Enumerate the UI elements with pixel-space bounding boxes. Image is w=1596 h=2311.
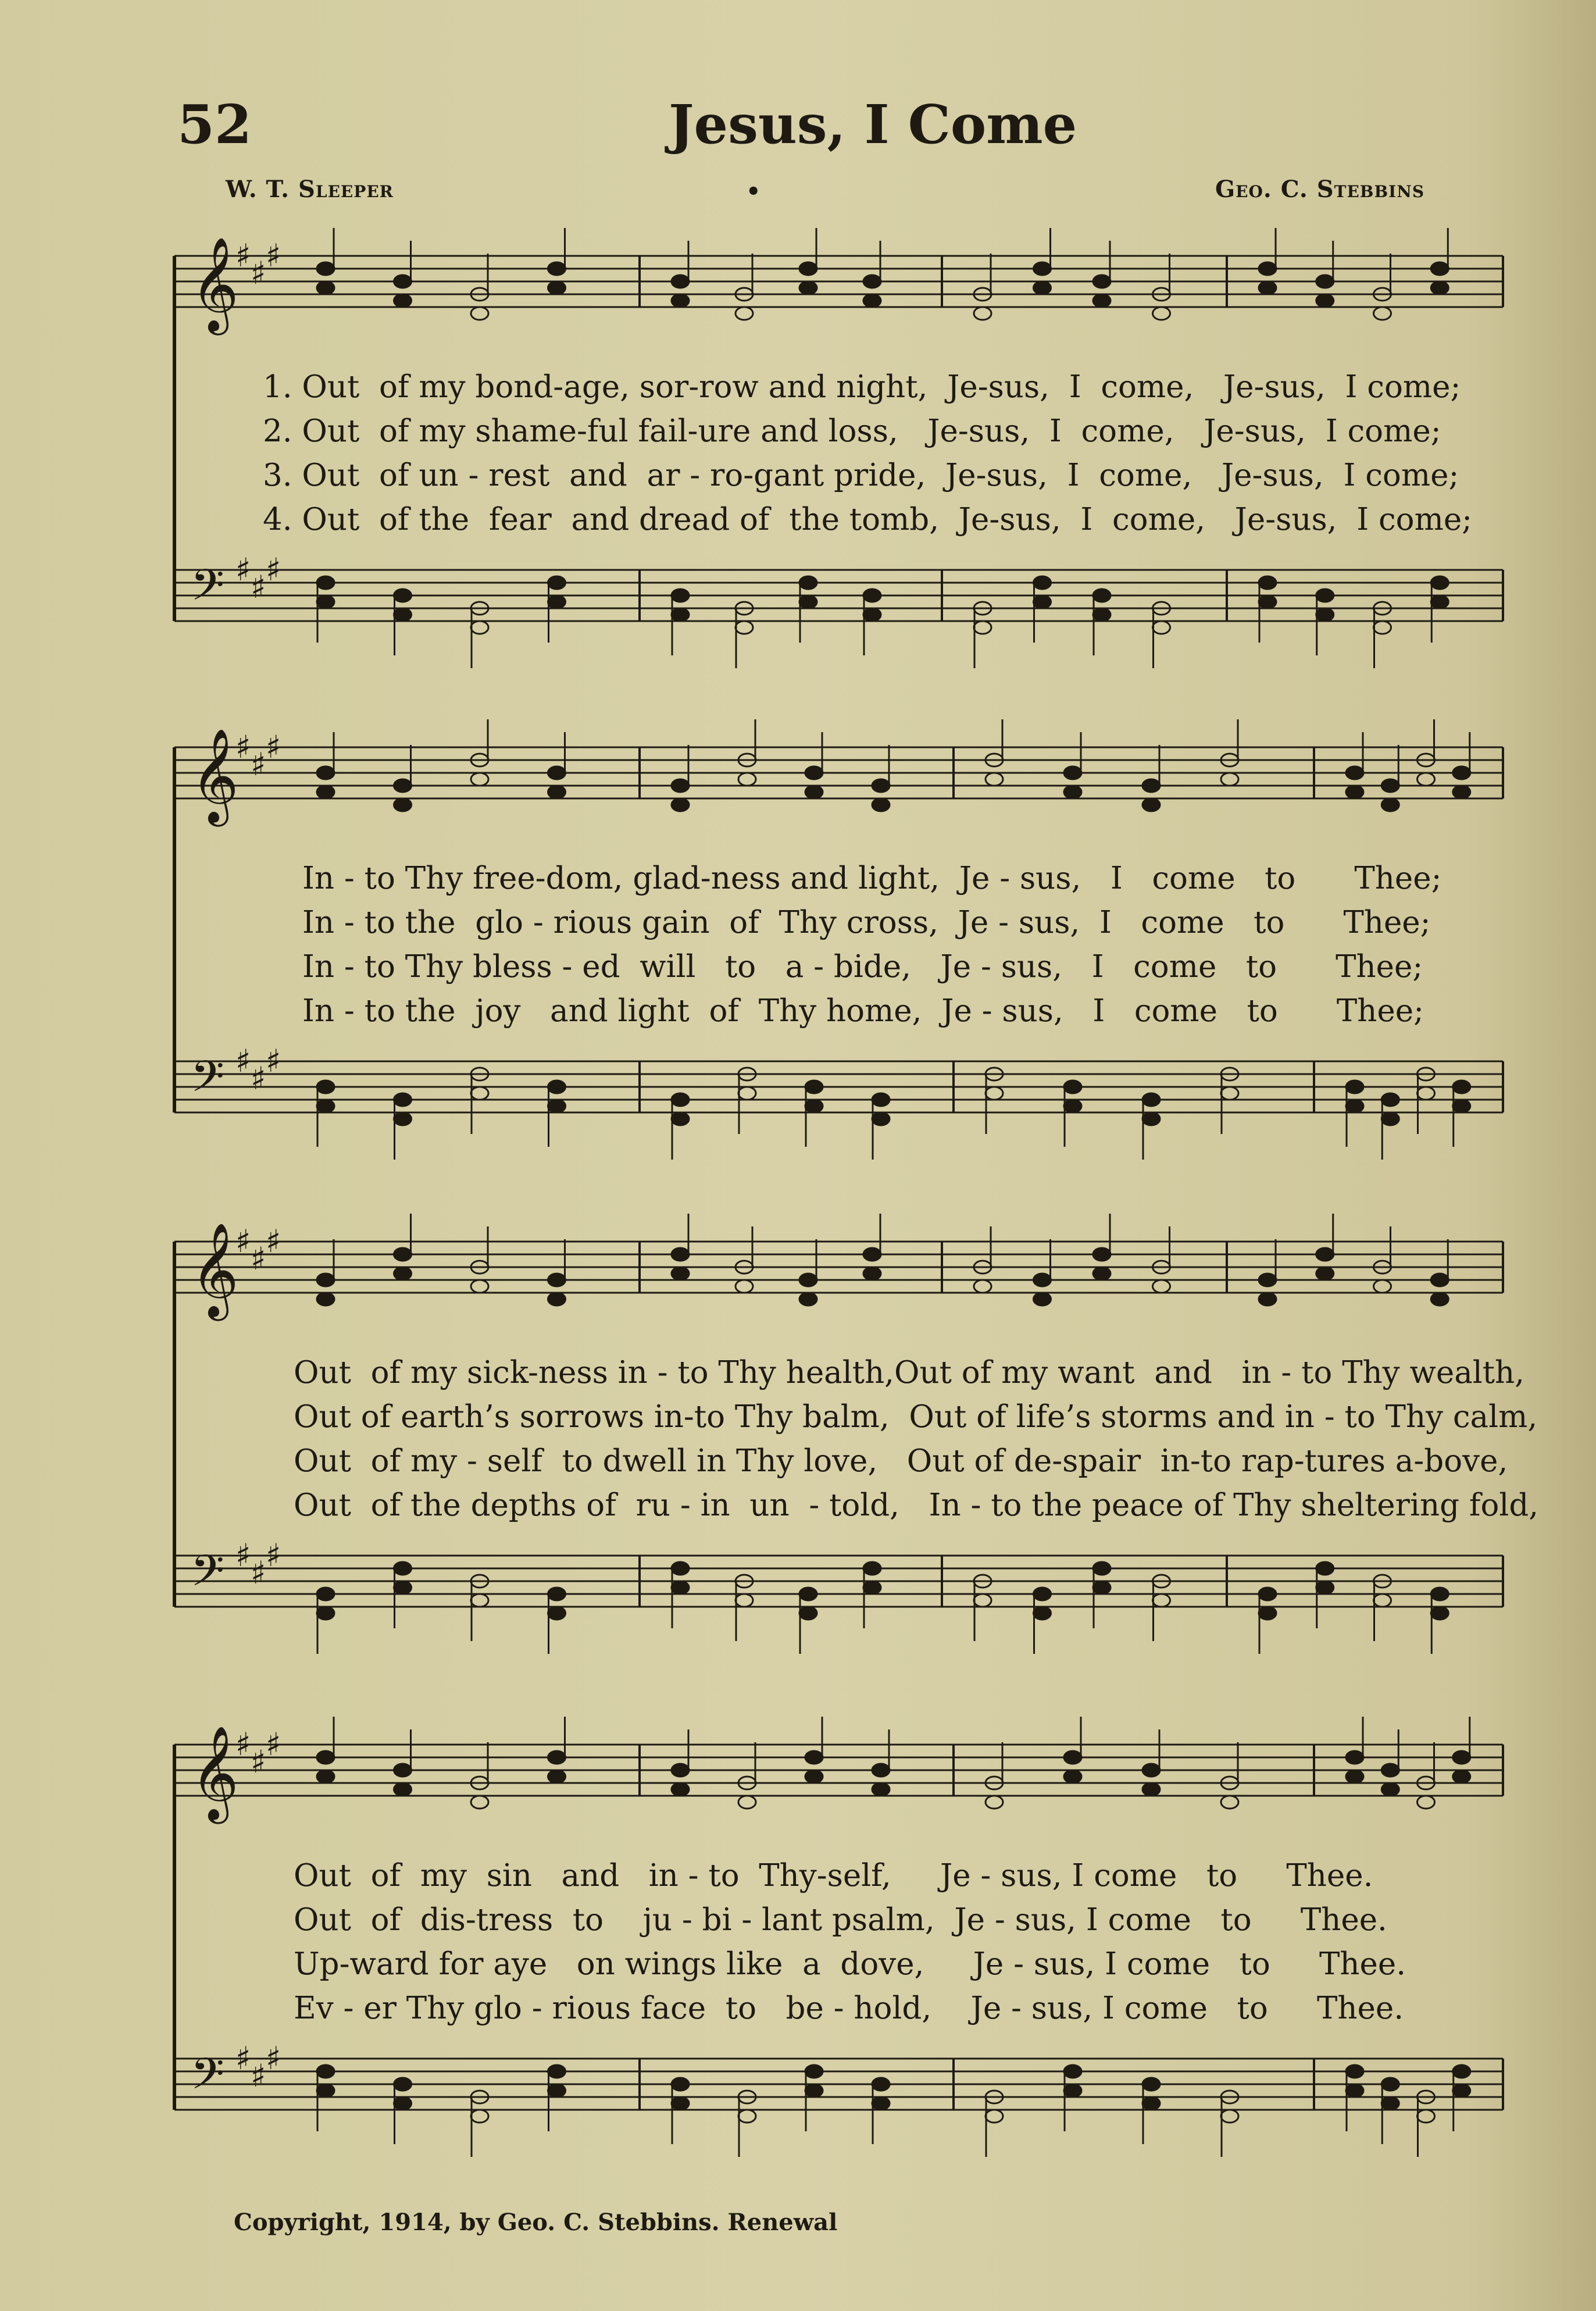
notehead [1093, 1562, 1111, 1575]
notehead [1381, 1764, 1399, 1777]
notehead [1381, 2078, 1399, 2091]
bass-clef-icon: 𝄢 [191, 2049, 224, 2110]
notehead [1346, 786, 1363, 798]
notehead [471, 2110, 488, 2123]
notehead [672, 1764, 689, 1777]
notehead [548, 1293, 566, 1306]
notehead [317, 2084, 334, 2097]
notehead [672, 294, 689, 307]
notehead [799, 576, 817, 589]
notehead [974, 1594, 991, 1607]
notehead [672, 1783, 689, 1796]
notehead [317, 1100, 334, 1112]
notehead [1142, 779, 1160, 792]
notehead [805, 2084, 823, 2097]
sharp-icon: ♯ [251, 1060, 266, 1097]
notehead [394, 2078, 412, 2091]
notehead [1034, 595, 1051, 608]
notehead [672, 1248, 689, 1261]
lyric-line: Out of my - self to dwell in Thy love, Out of de-spair in-to rap-tures a-bove, [294, 1443, 1508, 1479]
notehead [394, 1248, 412, 1261]
notehead [805, 1770, 823, 1783]
notehead [1316, 1562, 1334, 1575]
notehead [1153, 1280, 1170, 1293]
notehead [1346, 1080, 1363, 1093]
notehead [548, 2065, 566, 2078]
notehead [317, 766, 334, 779]
notehead [1418, 1087, 1435, 1100]
sharp-icon: ♯ [251, 2057, 266, 2094]
notehead [872, 2078, 890, 2091]
notehead [1381, 798, 1399, 811]
notehead [799, 1274, 817, 1286]
notehead [1346, 2065, 1363, 2078]
notehead [317, 595, 334, 608]
notehead [548, 1607, 566, 1620]
notehead [1346, 1751, 1363, 1764]
notehead [548, 1274, 566, 1286]
notehead [1316, 1248, 1334, 1261]
sharp-icon: ♯ [235, 551, 251, 588]
notehead [317, 2065, 334, 2078]
notehead [735, 621, 753, 634]
notehead [672, 1112, 689, 1125]
treble-clef-icon: 𝄞 [191, 1725, 239, 1820]
notehead [1418, 2110, 1435, 2123]
sharp-icon: ♯ [266, 237, 281, 274]
notehead [317, 576, 334, 589]
notehead [1316, 1267, 1334, 1280]
notehead [872, 2097, 890, 2110]
notehead [317, 1293, 334, 1306]
notehead [863, 608, 881, 621]
notehead [1093, 275, 1111, 288]
notehead [672, 589, 689, 602]
sharp-icon: ♯ [266, 1043, 281, 1079]
notehead [1431, 1588, 1448, 1600]
notehead [1453, 766, 1470, 779]
notehead [394, 1562, 412, 1575]
notehead [799, 262, 817, 275]
sharp-icon: ♯ [235, 729, 251, 765]
notehead [1064, 1770, 1081, 1783]
sharp-icon: ♯ [266, 729, 281, 765]
notehead [799, 1607, 817, 1620]
notehead [1064, 786, 1081, 798]
notehead [805, 766, 823, 779]
sharp-icon: ♯ [251, 746, 266, 783]
notehead [1381, 1112, 1399, 1125]
notehead [1316, 1581, 1334, 1594]
notehead [1142, 1112, 1160, 1125]
lyric-line: Out of the depths of ru - in un - told, In - to the peace of Thy sheltering fold, [294, 1488, 1539, 1523]
notehead [1064, 2084, 1081, 2097]
sharp-icon: ♯ [235, 237, 251, 274]
notehead [548, 766, 566, 779]
notehead [1093, 1248, 1111, 1261]
notehead [974, 621, 991, 634]
notehead [1259, 1274, 1276, 1286]
notehead [1064, 2065, 1081, 2078]
notehead [1374, 621, 1391, 634]
notehead [1316, 294, 1334, 307]
notehead [471, 307, 488, 320]
notehead [672, 2097, 689, 2110]
sharp-icon: ♯ [235, 1537, 251, 1574]
notehead [1316, 608, 1334, 621]
notehead [1034, 1274, 1051, 1286]
notehead [548, 262, 566, 275]
notehead [1142, 1764, 1160, 1777]
notehead [863, 589, 881, 602]
notehead [1093, 589, 1111, 602]
notehead [1093, 608, 1111, 621]
notehead [394, 589, 412, 602]
notehead [317, 786, 334, 798]
notehead [872, 1093, 890, 1106]
notehead [548, 1751, 566, 1764]
header-separator: • [746, 178, 761, 205]
sharp-icon: ♯ [266, 1223, 281, 1260]
notehead [548, 281, 566, 294]
notehead [805, 1751, 823, 1764]
notehead [394, 1783, 412, 1796]
lyric-line: Out of my sick-ness in - to Thy health,Out of my want and in - to Thy wealth, [294, 1355, 1525, 1390]
notehead [1418, 773, 1435, 786]
notehead [672, 779, 689, 792]
lyric-line: Out of dis-tress to ju - bi - lant psalm, Je - sus, I come to Thee. [294, 1902, 1387, 1938]
treble-clef-icon: 𝄞 [191, 728, 239, 823]
sharp-icon: ♯ [266, 1726, 281, 1763]
notehead [1034, 576, 1051, 589]
lyric-line: 1. Out of my bond-age, sor-row and night, Je-sus, I come, Je-sus, I come; [263, 369, 1461, 405]
bass-clef-icon: 𝄢 [191, 1051, 224, 1112]
notehead [1259, 1588, 1276, 1600]
notehead [317, 281, 334, 294]
notehead [872, 779, 890, 792]
notehead [1431, 262, 1448, 275]
notehead [1259, 576, 1276, 589]
notehead [738, 773, 756, 786]
sharp-icon: ♯ [266, 551, 281, 588]
notehead [738, 1087, 756, 1100]
notehead [738, 2110, 756, 2123]
notehead [548, 1588, 566, 1600]
notehead [1259, 1607, 1276, 1620]
notehead [1381, 1783, 1399, 1796]
notehead [548, 576, 566, 589]
notehead [986, 1796, 1003, 1809]
notehead [986, 773, 1003, 786]
notehead [1453, 1751, 1470, 1764]
lyric-line: 3. Out of un - rest and ar - ro-gant pride, Je-sus, I come, Je-sus, I come; [263, 458, 1459, 493]
notehead [672, 275, 689, 288]
notehead [1431, 1607, 1448, 1620]
notehead [1374, 1280, 1391, 1293]
notehead [394, 1764, 412, 1777]
notehead [548, 1100, 566, 1112]
notehead [738, 1796, 756, 1809]
treble-clef-icon: 𝄞 [191, 237, 239, 331]
lyric-line: 4. Out of the fear and dread of the tomb, Je-sus, I come, Je-sus, I come; [263, 502, 1473, 537]
bass-clef-icon: 𝄢 [191, 560, 224, 621]
notehead [1453, 1100, 1470, 1112]
notehead [1142, 1093, 1160, 1106]
notehead [471, 1796, 488, 1809]
notehead [1034, 262, 1051, 275]
notehead [317, 1080, 334, 1093]
sharp-icon: ♯ [251, 1743, 266, 1780]
notehead [1034, 281, 1051, 294]
notehead [863, 1248, 881, 1261]
hymn-title: Jesus, I Come [669, 93, 1077, 156]
notehead [317, 262, 334, 275]
notehead [1259, 281, 1276, 294]
notehead [394, 779, 412, 792]
notehead [1093, 1267, 1111, 1280]
lyricist-credit: W. T. Sleeper [226, 176, 394, 203]
notehead [1064, 766, 1081, 779]
notehead [1374, 307, 1391, 320]
notehead [672, 798, 689, 811]
notehead [1316, 589, 1334, 602]
notehead [471, 1280, 488, 1293]
notehead [394, 798, 412, 811]
notehead [548, 1080, 566, 1093]
notehead [1034, 1588, 1051, 1600]
notehead [1381, 1093, 1399, 1106]
notehead [735, 1280, 753, 1293]
lyric-line: In - to the glo - rious gain of Thy cross, Je - sus, I come to Thee; [302, 905, 1431, 940]
notehead [799, 1588, 817, 1600]
sharp-icon: ♯ [266, 1537, 281, 1574]
notehead [805, 2065, 823, 2078]
notehead [974, 307, 991, 320]
notehead [805, 1100, 823, 1112]
notehead [974, 1280, 991, 1293]
notehead [863, 1581, 881, 1594]
notehead [1142, 1783, 1160, 1796]
notehead [317, 1274, 334, 1286]
notehead [672, 608, 689, 621]
notehead [872, 1112, 890, 1125]
notehead [799, 1293, 817, 1306]
sharp-icon: ♯ [251, 1240, 266, 1277]
lyric-line: Ev - er Thy glo - rious face to be - hold, Je - sus, I come to Thee. [294, 1991, 1404, 2026]
notehead [394, 275, 412, 288]
lyric-line: In - to the joy and light of Thy home, Je - sus, I come to Thee; [302, 993, 1424, 1029]
notehead [394, 1093, 412, 1106]
notehead [1034, 1293, 1051, 1306]
notehead [1453, 1080, 1470, 1093]
notehead [1064, 1100, 1081, 1112]
notehead [1346, 1770, 1363, 1783]
notehead [1034, 1607, 1051, 1620]
notehead [1093, 1581, 1111, 1594]
notehead [863, 275, 881, 288]
notehead [1142, 2097, 1160, 2110]
page-number: 52 [177, 93, 252, 156]
lyric-line: Out of my sin and in - to Thy-self, Je - sus, I come to Thee. [294, 1858, 1373, 1893]
notehead [672, 2078, 689, 2091]
lyric-line: In - to Thy free-dom, glad-ness and light, Je - sus, I come to Thee; [302, 861, 1442, 896]
notehead [872, 798, 890, 811]
notehead [1142, 798, 1160, 811]
notehead [394, 1112, 412, 1125]
notehead [471, 1087, 488, 1100]
sharp-icon: ♯ [266, 2040, 281, 2077]
notehead [394, 294, 412, 307]
notehead [1374, 1594, 1391, 1607]
notehead [1431, 595, 1448, 608]
sharp-icon: ♯ [235, 1223, 251, 1260]
notehead [548, 595, 566, 608]
notehead [394, 2097, 412, 2110]
notehead [863, 294, 881, 307]
notehead [548, 2084, 566, 2097]
notehead [672, 1581, 689, 1594]
notehead [1142, 2078, 1160, 2091]
notehead [1259, 262, 1276, 275]
notehead [672, 1267, 689, 1280]
notehead [1453, 1770, 1470, 1783]
sharp-icon: ♯ [251, 255, 266, 291]
notehead [1064, 1080, 1081, 1093]
notehead [394, 1267, 412, 1280]
notehead [1221, 773, 1238, 786]
notehead [317, 1588, 334, 1600]
notehead [986, 1087, 1003, 1100]
notehead [872, 1764, 890, 1777]
notehead [471, 773, 488, 786]
notehead [1259, 595, 1276, 608]
composer-credit: Geo. C. Stebbins [1215, 176, 1425, 203]
notehead [1316, 275, 1334, 288]
notehead [672, 1093, 689, 1106]
notehead [672, 1562, 689, 1575]
notehead [1381, 2097, 1399, 2110]
sharp-icon: ♯ [235, 2040, 251, 2077]
notehead [1259, 1293, 1276, 1306]
notehead [1153, 1594, 1170, 1607]
copyright-notice: Copyright, 1914, by Geo. C. Stebbins. Renewal [234, 2209, 838, 2236]
lyric-line: Up-ward for aye on wings like a dove, Je - sus, I come to Thee. [294, 1946, 1406, 1982]
notehead [1431, 1293, 1448, 1306]
notehead [1221, 1087, 1238, 1100]
notehead [1453, 2084, 1470, 2097]
notehead [735, 307, 753, 320]
sharp-icon: ♯ [235, 1726, 251, 1763]
notehead [1346, 766, 1363, 779]
notehead [799, 281, 817, 294]
notehead [317, 1770, 334, 1783]
notehead [1221, 1796, 1238, 1809]
notehead [1153, 621, 1170, 634]
notehead [317, 1607, 334, 1620]
notehead [1153, 307, 1170, 320]
notehead [1064, 1751, 1081, 1764]
treble-clef-icon: 𝄞 [191, 1222, 239, 1317]
notehead [471, 1594, 488, 1607]
notehead [394, 608, 412, 621]
notehead [1381, 779, 1399, 792]
notehead [1453, 2065, 1470, 2078]
notehead [394, 1581, 412, 1594]
notehead [863, 1562, 881, 1575]
notehead [986, 2110, 1003, 2123]
notehead [735, 1594, 753, 1607]
notehead [863, 1267, 881, 1280]
lyric-line: 2. Out of my shame-ful fail-ure and loss, Je-sus, I come, Je-sus, I come; [263, 413, 1441, 449]
notehead [1093, 294, 1111, 307]
notehead [548, 1770, 566, 1783]
lyric-line: Out of earth’s sorrows in-to Thy balm, Out of life’s storms and in - to Thy calm, [294, 1399, 1538, 1435]
notehead [1418, 1796, 1435, 1809]
lyric-line: In - to Thy bless - ed will to a - bide, Je - sus, I come to Thee; [302, 949, 1423, 985]
sharp-icon: ♯ [251, 1554, 266, 1591]
notehead [805, 1080, 823, 1093]
notehead [1346, 1100, 1363, 1112]
sharp-icon: ♯ [251, 569, 266, 605]
notehead [1346, 2084, 1363, 2097]
notehead [805, 786, 823, 798]
notehead [317, 1751, 334, 1764]
notehead [872, 1783, 890, 1796]
notehead [1431, 576, 1448, 589]
bass-clef-icon: 𝄢 [191, 1546, 224, 1607]
notehead [1453, 786, 1470, 798]
notehead [1221, 2110, 1238, 2123]
notehead [1431, 281, 1448, 294]
notehead [548, 786, 566, 798]
sharp-icon: ♯ [235, 1043, 251, 1079]
notehead [1431, 1274, 1448, 1286]
notehead [471, 621, 488, 634]
notehead [799, 595, 817, 608]
